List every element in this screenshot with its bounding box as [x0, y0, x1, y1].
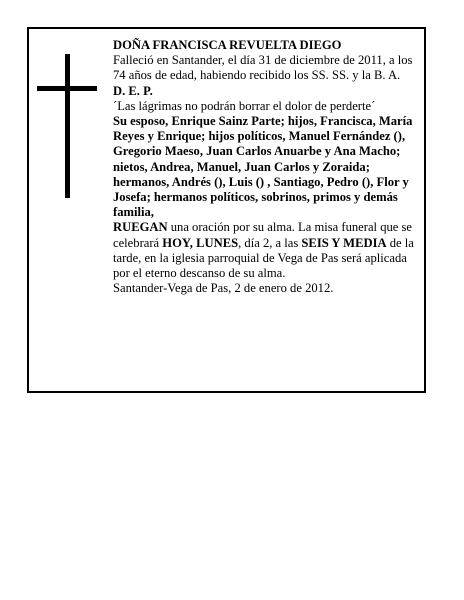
funeral-request	[113, 220, 421, 281]
funeral-day: HOY, LUNES	[162, 235, 239, 250]
request-text-1: una oración por su alma. La misa funeral que se celebrará	[113, 220, 413, 250]
funeral-time: SEIS Y MEDIA	[301, 235, 387, 250]
memorial-quote: ´Las lágrimas no podrán borrar el dolor de perderte´	[113, 98, 376, 113]
obituary-text	[113, 38, 421, 296]
death-statement: Falleció en Santander, el día 31 de diciembre de 2011, a los 74 años de edad, habiendo recibido los SS. SS. y la B. A.	[113, 53, 413, 83]
rip-line: D. E. P.	[113, 83, 153, 98]
cross-icon	[37, 54, 97, 198]
place-date: Santander-Vega de Pas, 2 de enero de 2012.	[113, 281, 334, 296]
cross-vertical-bar	[65, 54, 70, 198]
cross-horizontal-bar	[37, 86, 97, 91]
deceased-name: DOÑA FRANCISCA REVUELTA DIEGO	[113, 38, 342, 52]
request-text-2: , día 2, a las	[238, 235, 302, 250]
request-text-3: de la tarde, en la iglesia parroquial de Vega de Pas será aplicada por el eterno descanso de su alma.	[113, 235, 414, 281]
ruegan-word: RUEGAN	[113, 220, 168, 235]
family-list: Su esposo, Enrique Sainz Parte; hijos, Francisca, María Reyes y Enrique; hijos políticos, Manuel Fernández (), Gregorio Maeso, Juan Carlos Anuarbe y Ana Macho; nietos, Andrea, Manuel, Juan Carlos y Zoraida; hermanos, Andrés (), Luis () , Santiago, Pedro (), Flor y Josefa; hermanos políticos, sobrinos, primos y demás familia,	[113, 114, 413, 220]
